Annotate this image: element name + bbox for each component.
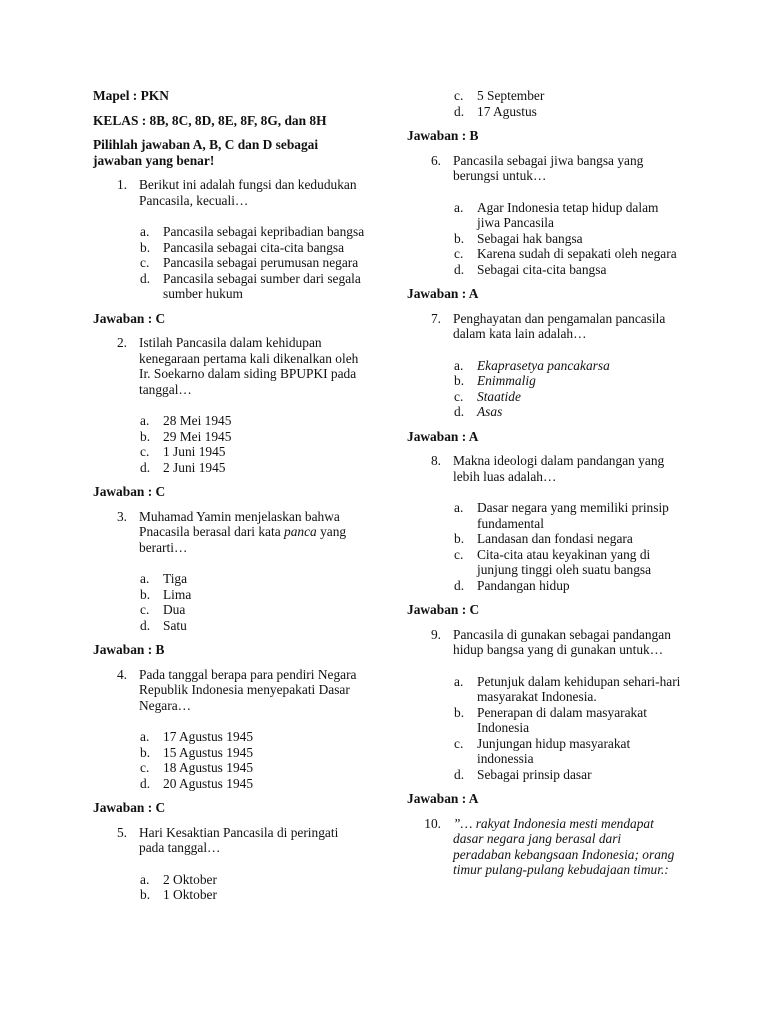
answer-2: Jawaban : C	[93, 484, 166, 499]
options-list	[407, 88, 682, 119]
question-number: 6.	[430, 152, 441, 168]
question-number: 2.	[116, 335, 127, 350]
option-b: b. Lima	[140, 586, 192, 602]
option-c: c. 1 Juni 1945	[140, 444, 226, 459]
options-list	[93, 224, 365, 302]
option-b: b. Enimmalig	[454, 373, 536, 388]
instruction: Pilihlah jawaban A, B, C dan D sebagai jawaban yang benar!	[93, 137, 319, 168]
question-5	[93, 825, 365, 856]
option-b: b. 29 Mei 1945	[140, 428, 232, 444]
option-c: c. Staatide	[454, 388, 521, 404]
option-d: d. 2 Juni 1945	[140, 459, 226, 475]
answer-4: Jawaban : C	[93, 800, 166, 815]
option-d: d. Satu	[140, 617, 187, 633]
option-d: d. Sebagai prinsip dasar	[454, 766, 592, 782]
question-number: 7.	[430, 310, 441, 326]
question-text: Muhamad Yamin menjelaskan bahwa Pnacasila berasal dari kata	[139, 508, 340, 539]
option-d: d. 20 Agustus 1945	[140, 775, 254, 791]
option-c: c. Junjungan hidup masyarakat indonessia	[454, 735, 631, 766]
option-d: d. 17 Agustus	[454, 103, 537, 119]
question-3	[93, 509, 365, 556]
left-column	[93, 88, 365, 903]
question-text-emphasis: panca	[284, 524, 317, 539]
question-9	[407, 627, 682, 658]
option-d: d. Pandangan hidup	[454, 577, 570, 593]
question-6	[407, 153, 682, 184]
question-text: Penghayatan dan pengamalan pancasila dalam kata lain adalah…	[453, 310, 666, 341]
question-2	[93, 335, 365, 397]
options-list	[93, 729, 365, 791]
option-a: a. Ekaprasetya pancakarsa	[454, 357, 610, 373]
answer-3: Jawaban : B	[93, 642, 165, 657]
question-text: Makna ideologi dalam pandangan yang lebih luas adalah…	[453, 453, 665, 484]
question-number: 4.	[116, 666, 127, 682]
question-number: 9.	[430, 626, 441, 642]
question-text: Hari Kesaktian Pancasila di peringati pada tanggal…	[139, 824, 339, 855]
answer-8: Jawaban : C	[407, 602, 480, 617]
option-a: a. Dasar negara yang memiliki prinsip fundamental	[454, 500, 669, 531]
option-b: b. Landasan dan fondasi negara	[454, 531, 633, 546]
option-a: a. Petunjuk dalam kehidupan sehari-hari masyarakat Indonesia.	[454, 673, 681, 704]
question-number: 5.	[116, 824, 127, 840]
option-d: d. Asas	[454, 404, 503, 419]
options-list	[93, 413, 365, 475]
question-text: Pancasila di gunakan sebagai pandangan hidup bangsa yang di gunakan untuk…	[453, 626, 671, 657]
option-a: a. 2 Oktober	[140, 871, 217, 887]
question-number: 3.	[116, 508, 127, 524]
option-a: a. Tiga	[140, 571, 188, 586]
question-number: 10.	[424, 815, 441, 831]
option-c: c. Dua	[140, 602, 186, 617]
options-list	[407, 500, 682, 593]
options-list	[93, 872, 365, 903]
question-text: Istilah Pancasila dalam kehidupan kenegaraan pertama kali dikenalkan oleh Ir. Soekarno dalam siding BPUPKI pada tanggal…	[139, 335, 359, 397]
answer-9: Jawaban : A	[407, 791, 479, 806]
question-text: Berikut ini adalah fungsi dan kedudukan Pancasila, kecuali…	[139, 177, 357, 208]
option-b: b. Sebagai hak bangsa	[454, 230, 583, 246]
class-line: KELAS : 8B, 8C, 8D, 8E, 8F, 8G, dan 8H	[93, 112, 327, 128]
option-b: b. 15 Agustus 1945	[140, 744, 254, 760]
question-text: ”… rakyat Indonesia mesti mendapat dasar negara jang berasal dari peradaban kebangsaan Indonesia; orang timur pulang-pulang kebudajaan timur.:	[453, 815, 675, 877]
option-a: a. 28 Mei 1945	[140, 413, 232, 428]
option-a: a. Pancasila sebagai kepribadian bangsa	[140, 224, 365, 239]
options-list	[407, 674, 682, 783]
question-10	[407, 816, 682, 878]
answer-1: Jawaban : C	[93, 310, 166, 326]
answer-6: Jawaban : A	[407, 286, 479, 301]
question-text: Pancasila sebagai jiwa bangsa yang berungsi untuk…	[453, 152, 644, 183]
option-d: d. Sebagai cita-cita bangsa	[454, 261, 607, 277]
question-number: 8.	[430, 453, 441, 468]
question-number: 1.	[116, 177, 127, 192]
option-c: c. 18 Agustus 1945	[140, 760, 254, 775]
option-d: d. Pancasila sebagai sumber dari segala sumber hukum	[140, 270, 361, 301]
option-a: a. 17 Agustus 1945	[140, 729, 254, 744]
right-column	[407, 88, 682, 878]
question-7	[407, 311, 682, 342]
question-8	[407, 453, 682, 484]
option-c: c. Cita-cita atau keyakinan yang di junjung tinggi oleh suatu bangsa	[454, 546, 652, 577]
question-4	[93, 667, 365, 714]
question-1	[93, 177, 365, 208]
options-list	[407, 200, 682, 278]
question-text-end: yang berarti…	[139, 524, 347, 555]
option-c: c. Karena sudah di sepakati oleh negara	[454, 246, 677, 261]
option-c: c. 5 September	[454, 88, 545, 103]
option-b: b. 1 Oktober	[140, 887, 217, 902]
question-text: Pada tanggal berapa para pendiri Negara Republik Indonesia menyepakati Dasar Negara…	[139, 666, 357, 713]
option-b: b. Penerapan di dalam masyarakat Indonesia	[454, 704, 647, 735]
answer-7: Jawaban : A	[407, 428, 479, 444]
option-a: a. Agar Indonesia tetap hidup dalam jiwa Pancasila	[454, 199, 659, 230]
options-list	[407, 358, 682, 420]
option-b: b. Pancasila sebagai cita-cita bangsa	[140, 239, 345, 255]
subject-line: Mapel : PKN	[93, 88, 169, 103]
answer-5: Jawaban : B	[407, 128, 479, 143]
option-c: c. Pancasila sebagai perumusan negara	[140, 255, 359, 270]
options-list	[93, 571, 365, 633]
